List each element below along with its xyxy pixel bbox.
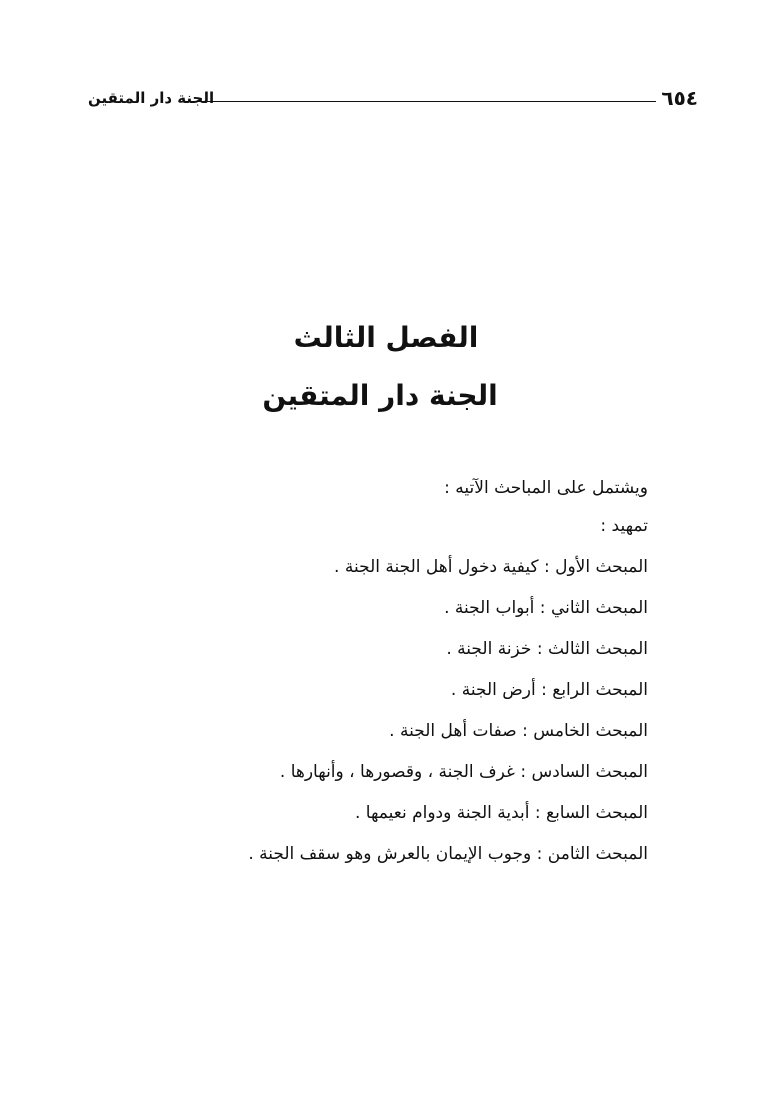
list-item: تمهيد :	[600, 516, 648, 536]
chapter-label: الفصل الثالث	[293, 321, 479, 354]
running-title: الجنة دار المتقين	[88, 89, 215, 107]
list-item: المبحث الثاني : أبواب الجنة .	[444, 598, 648, 618]
list-item: المبحث السادس : غرف الجنة ، وقصورها ، وأنهارها .	[279, 762, 648, 782]
section-list	[198, 506, 648, 875]
list-item: المبحث الرابع : أرض الجنة .	[450, 680, 648, 700]
list-item: المبحث الثامن : وجوب الإيمان بالعرش وهو سقف الجنة .	[248, 844, 648, 864]
chapter-contents	[198, 470, 648, 875]
chapter-heading	[0, 318, 760, 416]
list-item: المبحث السابع : أبدية الجنة ودوام نعيمها .	[354, 803, 648, 823]
page-number: ٦٥٤	[661, 86, 698, 110]
header-rule	[180, 101, 656, 102]
list-item: المبحث الثالث : خزنة الجنة .	[446, 639, 648, 659]
chapter-title: الجنة دار المتقين	[262, 379, 498, 412]
list-item: المبحث الخامس : صفات أهل الجنة .	[389, 721, 648, 741]
list-item: المبحث الأول : كيفية دخول أهل الجنة الجنة .	[334, 557, 648, 577]
contents-intro: ويشتمل على المباحث الآتيه :	[444, 478, 648, 498]
running-header	[88, 84, 698, 112]
